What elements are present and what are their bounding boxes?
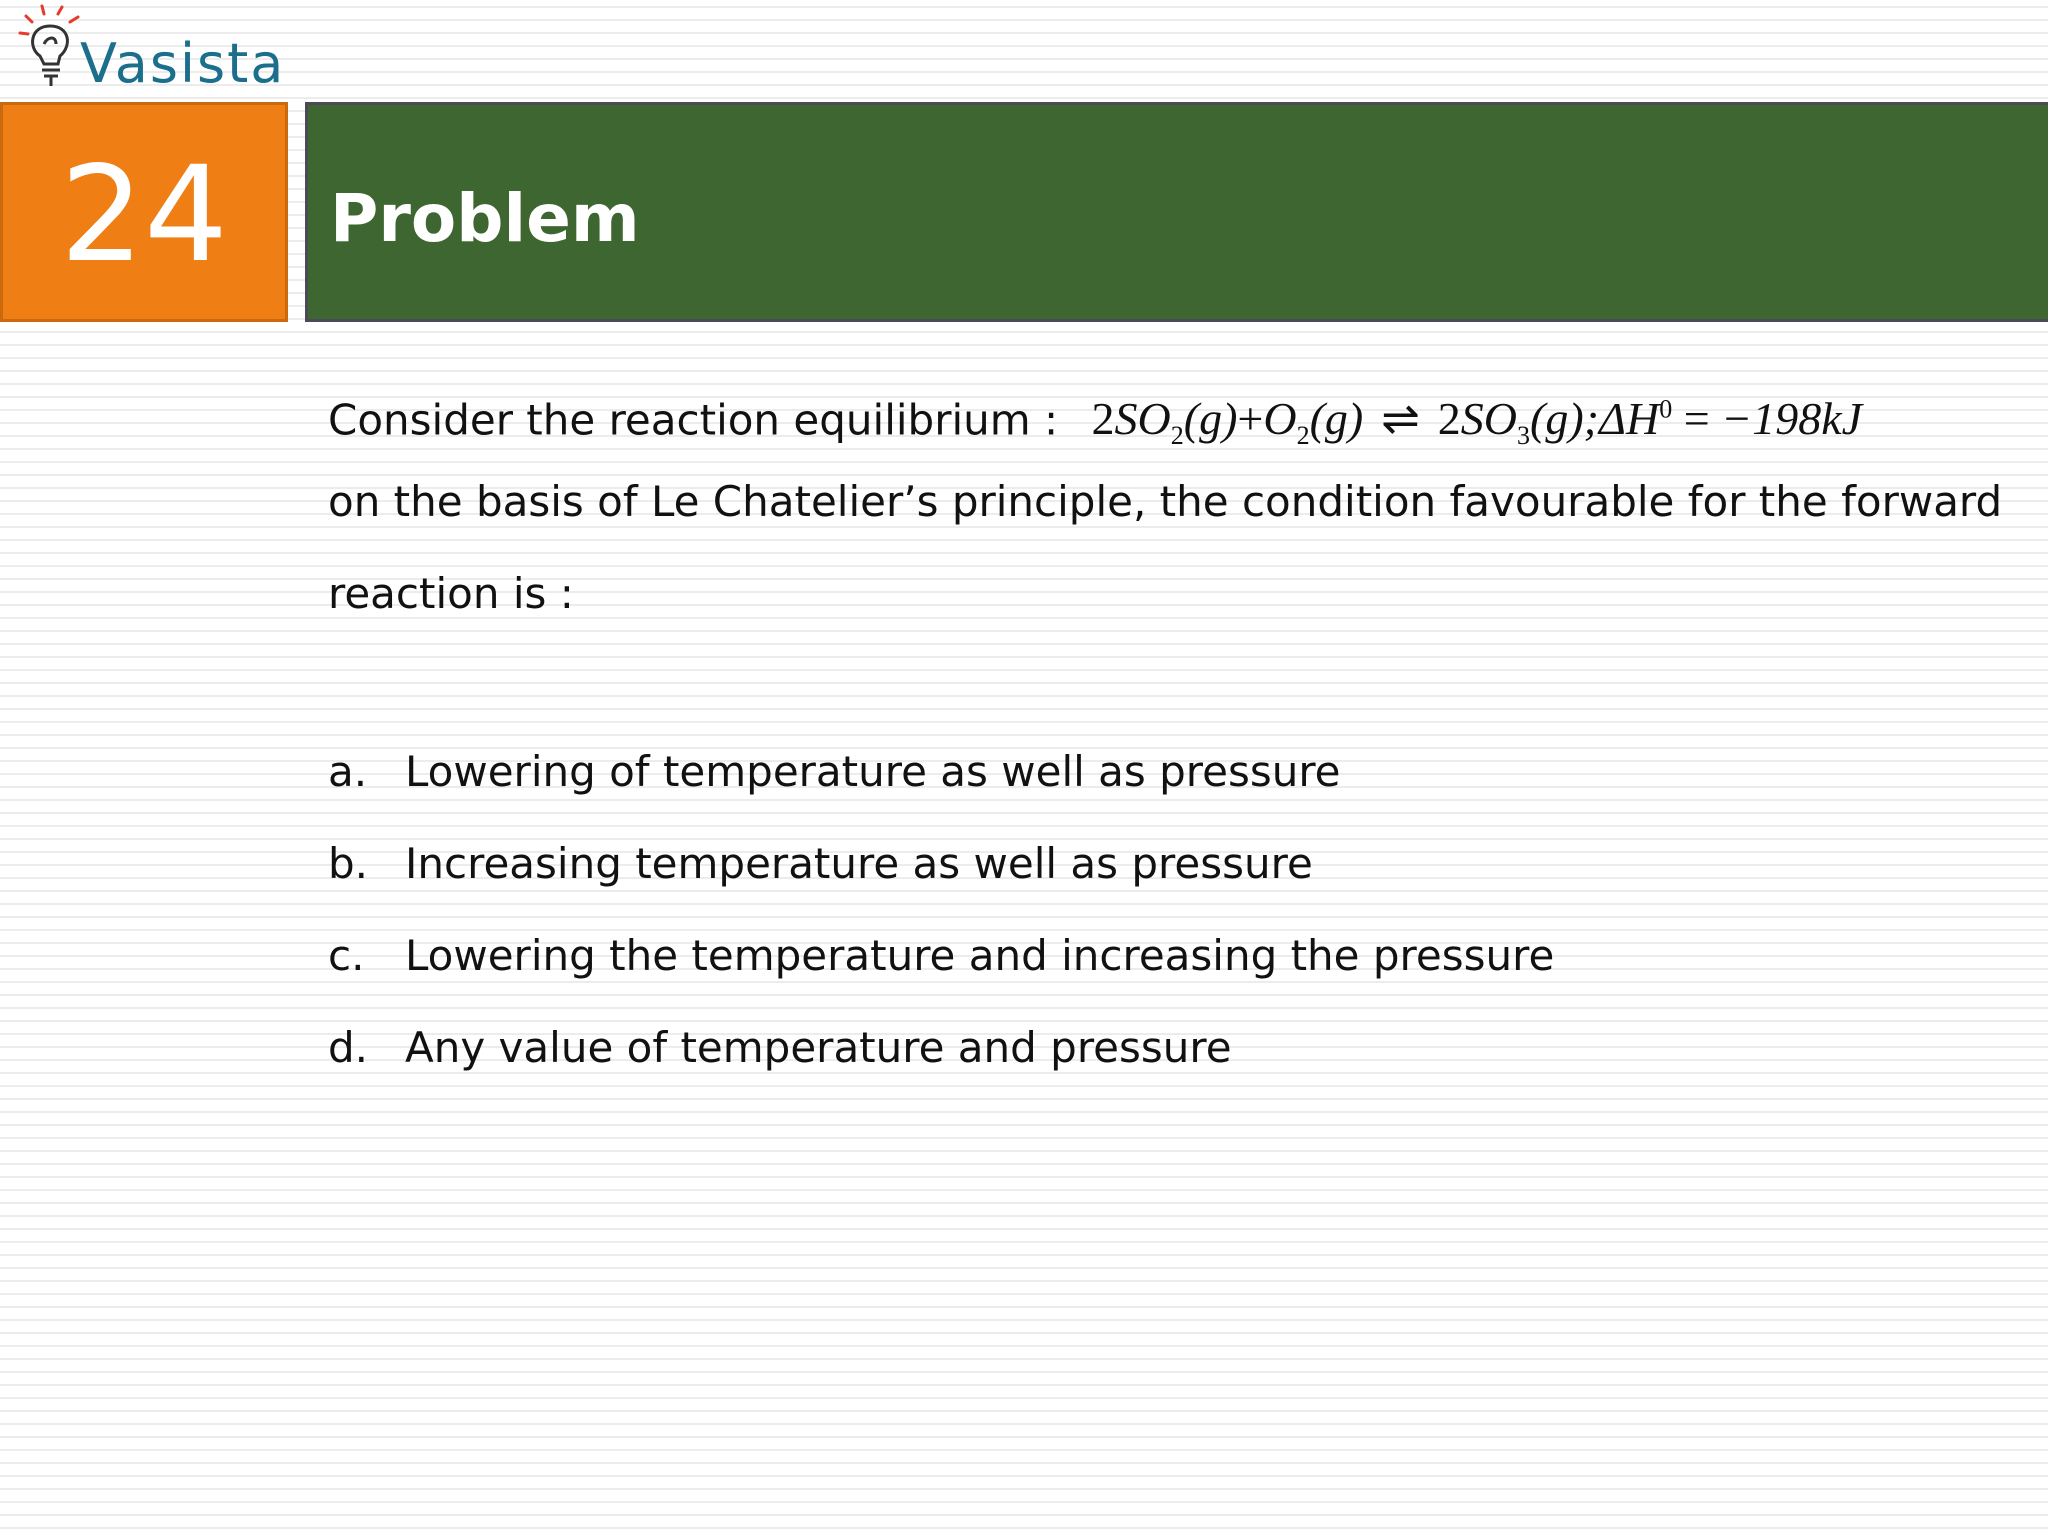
option-c[interactable] [328,910,1554,1002]
option-b[interactable] [328,818,1554,910]
eq-coef: 2 [1437,393,1461,445]
question-line-3: reaction is : [328,569,574,618]
eq-subscript: 3 [1517,421,1531,451]
question-intro: Consider the reaction equilibrium : [328,395,1059,445]
option-letter: a. [328,747,368,796]
question-line-1 [328,364,2028,456]
enthalpy-value: −198kJ [1721,393,1863,445]
reaction-equation [1091,393,1863,451]
option-a[interactable] [328,726,1554,818]
equilibrium-arrow: ⇌ [1381,393,1420,445]
option-letter: d. [328,1023,369,1072]
option-d[interactable] [328,1002,1554,1094]
title-bar [305,102,2048,322]
eq-subscript: 2 [1296,421,1310,451]
question-text [328,364,2028,640]
question-line-2: on the basis of Le Chatelier’s principle, the condition favourable for the forward [328,477,2003,526]
eq-equals: = [1672,393,1722,445]
lightbulb-icon [18,4,88,96]
eq-coef: 2 [1091,393,1115,445]
option-letter: b. [328,839,369,888]
enthalpy-symbol: ΔH [1598,393,1660,445]
eq-state: (g) [1183,393,1238,445]
option-text: Lowering of temperature as well as pressure [405,747,1341,796]
vasista-logo [18,4,288,96]
logo-text: Vasista [80,32,286,95]
slide-title: Problem [330,180,640,257]
eq-plus: + [1237,393,1264,445]
eq-species: SO [1114,393,1171,445]
eq-state: (g); [1530,393,1599,445]
option-text: Increasing temperature as well as pressure [405,839,1313,888]
eq-state: (g) [1309,393,1364,445]
option-letter: c. [328,931,365,980]
slide-number-box [0,102,288,322]
option-text: Lowering the temperature and increasing the pressure [405,931,1555,980]
eq-species: O [1263,393,1297,445]
slide-number: 24 [60,138,228,292]
answer-options [328,726,1554,1094]
option-text: Any value of temperature and pressure [405,1023,1232,1072]
eq-subscript: 2 [1170,421,1184,451]
enthalpy-superscript: 0 [1659,395,1673,424]
eq-species: SO [1460,393,1518,445]
